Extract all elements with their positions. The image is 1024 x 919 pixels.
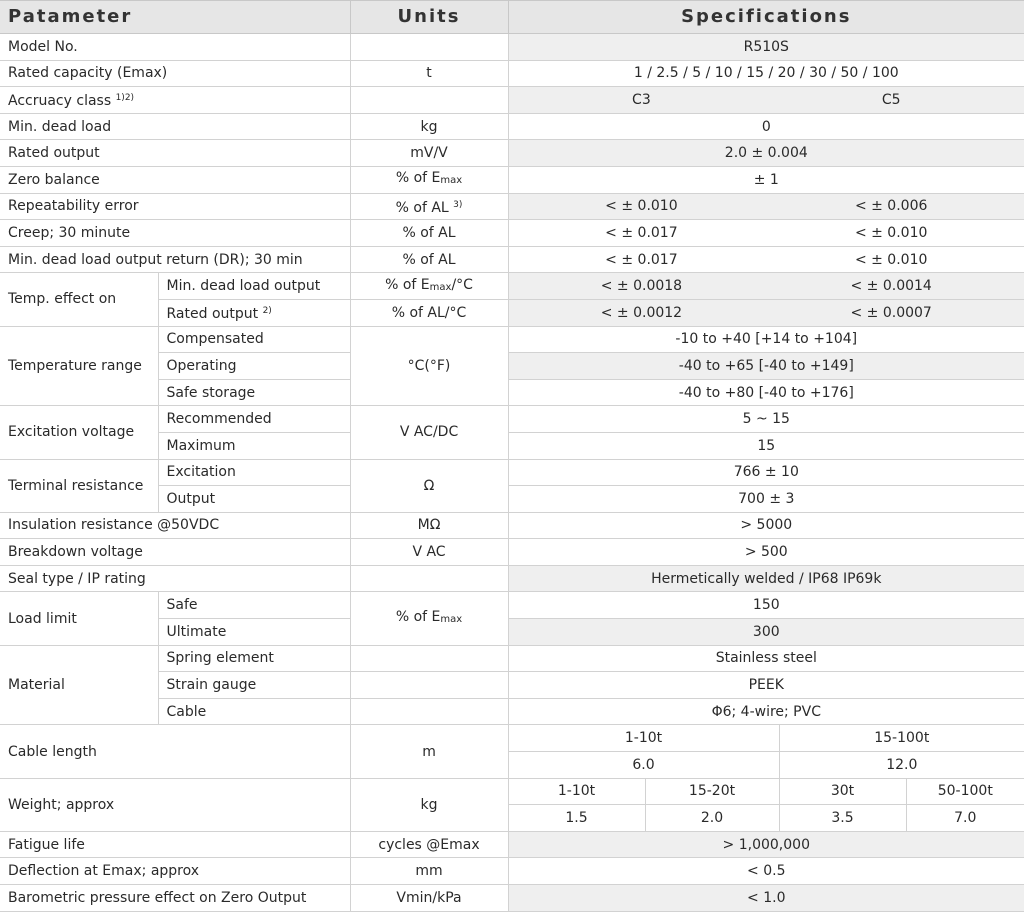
row-label: Creep; 30 minute <box>0 220 350 247</box>
table-row <box>0 60 1024 87</box>
table-row <box>0 246 1024 273</box>
weight-range-2: 15-20t <box>645 778 779 805</box>
row-spec <box>508 299 1024 326</box>
table-row <box>0 406 1024 433</box>
row-spec: 300 <box>508 619 1024 646</box>
weight-range-4: 50-100t <box>906 778 1024 805</box>
table-row <box>0 831 1024 858</box>
unit-subscript: max <box>440 614 463 626</box>
row-sublabel: Recommended <box>158 406 350 433</box>
row-unit: V AC <box>350 539 508 566</box>
weight-range-1: 1-10t <box>508 778 645 805</box>
row-spec: 1 / 2.5 / 5 / 10 / 15 / 20 / 30 / 50 / 100 <box>508 60 1024 87</box>
row-label: Min. dead load <box>0 113 350 140</box>
row-sublabel: Strain gauge <box>158 672 350 699</box>
unit-text: % of E <box>395 609 441 626</box>
table-row <box>0 885 1024 912</box>
weight-value-2: 2.0 <box>645 805 779 832</box>
spec-c5: < ± 0.010 <box>854 251 928 268</box>
row-sublabel: Maximum <box>158 432 350 459</box>
row-label-text: Accruacy class <box>8 93 112 110</box>
table-row <box>0 858 1024 885</box>
row-spec: -40 to +80 [-40 to +176] <box>508 379 1024 406</box>
row-unit <box>350 273 508 300</box>
row-label: Cable length <box>0 725 350 778</box>
row-spec <box>508 193 1024 220</box>
row-unit: MΩ <box>350 512 508 539</box>
table-row <box>0 645 1024 672</box>
row-label: Rated output <box>0 140 350 167</box>
row-unit <box>350 87 508 114</box>
spec-c5: < ± 0.0014 <box>850 278 932 295</box>
table-row <box>0 725 1024 752</box>
row-unit: t <box>350 60 508 87</box>
row-spec: Stainless steel <box>508 645 1024 672</box>
table-row <box>0 273 1024 300</box>
row-sublabel: Operating <box>158 353 350 380</box>
row-unit: Ω <box>350 459 508 512</box>
table-row <box>0 539 1024 566</box>
table-row <box>0 87 1024 114</box>
table-row <box>0 113 1024 140</box>
row-unit <box>350 672 508 699</box>
header-units: Units <box>350 1 508 34</box>
row-unit: cycles @Emax <box>350 831 508 858</box>
row-unit: % of AL <box>350 220 508 247</box>
row-spec <box>508 246 1024 273</box>
row-unit: % of AL <box>350 246 508 273</box>
row-spec: R510S <box>508 34 1024 61</box>
cable-value-2: 12.0 <box>779 752 1024 779</box>
row-label: Min. dead load output return (DR); 30 min <box>0 246 350 273</box>
table-row <box>0 140 1024 167</box>
table-row <box>0 459 1024 486</box>
row-spec: 766 ± 10 <box>508 459 1024 486</box>
row-label: Deflection at Emax; approx <box>0 858 350 885</box>
row-spec: > 1,000,000 <box>508 831 1024 858</box>
group-label: Material <box>0 645 158 725</box>
unit-suffix: /°C <box>451 276 473 293</box>
table-row <box>0 326 1024 353</box>
table-row <box>0 34 1024 61</box>
weight-range-3: 30t <box>779 778 906 805</box>
table-header <box>0 1 1024 34</box>
row-label <box>0 87 350 114</box>
table-row <box>0 512 1024 539</box>
row-spec <box>508 87 1024 114</box>
row-spec: 700 ± 3 <box>508 486 1024 513</box>
row-unit: Vmin/kPa <box>350 885 508 912</box>
weight-value-3: 3.5 <box>779 805 906 832</box>
row-unit <box>350 193 508 220</box>
row-label: Zero balance <box>0 166 350 193</box>
unit-text: % of AL <box>395 199 449 216</box>
group-label: Excitation voltage <box>0 406 158 459</box>
row-spec: > 500 <box>508 539 1024 566</box>
weight-value-1: 1.5 <box>508 805 645 832</box>
table-row <box>0 592 1024 619</box>
row-sublabel: Min. dead load output <box>158 273 350 300</box>
row-label: Rated capacity (Emax) <box>0 60 350 87</box>
spec-c3: < ± 0.017 <box>605 224 678 241</box>
row-label: Weight; approx <box>0 778 350 831</box>
group-label: Temp. effect on <box>0 273 158 326</box>
spec-c3: C3 <box>632 91 651 108</box>
row-label: Model No. <box>0 34 350 61</box>
row-sublabel: Safe storage <box>158 379 350 406</box>
row-unit <box>350 698 508 725</box>
row-spec <box>508 220 1024 247</box>
row-spec: ± 1 <box>508 166 1024 193</box>
row-unit <box>350 34 508 61</box>
cable-range-2: 15-100t <box>779 725 1024 752</box>
footnote-mark: 1)2) <box>115 93 135 104</box>
row-sublabel: Output <box>158 486 350 513</box>
row-unit: kg <box>350 113 508 140</box>
row-unit <box>350 592 508 645</box>
row-sublabel: Safe <box>158 592 350 619</box>
row-label: Insulation resistance @50VDC <box>0 512 350 539</box>
table-row <box>0 166 1024 193</box>
row-sublabel: Cable <box>158 698 350 725</box>
row-unit <box>350 645 508 672</box>
unit-subscript: max <box>429 281 452 293</box>
row-spec: 0 <box>508 113 1024 140</box>
row-spec: 15 <box>508 432 1024 459</box>
row-unit: % of AL/°C <box>350 299 508 326</box>
spec-c3: < ± 0.0012 <box>600 304 683 321</box>
sublabel-text: Rated output <box>166 306 259 323</box>
row-sublabel: Spring element <box>158 645 350 672</box>
unit-subscript: max <box>440 175 463 187</box>
row-spec: Φ6; 4-wire; PVC <box>508 698 1024 725</box>
group-label: Load limit <box>0 592 158 645</box>
footnote-mark: 2) <box>262 306 272 317</box>
row-spec: < 0.5 <box>508 858 1024 885</box>
row-label: Repeatability error <box>0 193 350 220</box>
unit-text: % of E <box>385 276 430 293</box>
row-unit: °C(°F) <box>350 326 508 406</box>
row-spec: Hermetically welded / IP68 IP69k <box>508 565 1024 592</box>
row-spec: 150 <box>508 592 1024 619</box>
spec-c3: < ± 0.0018 <box>600 278 683 295</box>
row-sublabel <box>158 299 350 326</box>
row-label: Barometric pressure effect on Zero Output <box>0 885 350 912</box>
row-sublabel: Compensated <box>158 326 350 353</box>
group-label: Terminal resistance <box>0 459 158 512</box>
row-label: Fatigue life <box>0 831 350 858</box>
row-spec: PEEK <box>508 672 1024 699</box>
row-label: Seal type / IP rating <box>0 565 350 592</box>
spec-c5: < ± 0.0007 <box>850 304 932 321</box>
cable-value-1: 6.0 <box>508 752 779 779</box>
spec-c5: < ± 0.010 <box>854 224 928 241</box>
row-unit: m <box>350 725 508 778</box>
table-row <box>0 565 1024 592</box>
table-row <box>0 193 1024 220</box>
row-spec: -40 to +65 [-40 to +149] <box>508 353 1024 380</box>
weight-value-4: 7.0 <box>906 805 1024 832</box>
cable-range-1: 1-10t <box>508 725 779 752</box>
row-spec: 2.0 ± 0.004 <box>508 140 1024 167</box>
row-unit: V AC/DC <box>350 406 508 459</box>
row-unit <box>350 166 508 193</box>
row-sublabel: Excitation <box>158 459 350 486</box>
row-label: Breakdown voltage <box>0 539 350 566</box>
header-specifications: Specifications <box>508 1 1024 34</box>
row-sublabel: Ultimate <box>158 619 350 646</box>
row-spec: 5 ~ 15 <box>508 406 1024 433</box>
row-spec: < 1.0 <box>508 885 1024 912</box>
row-spec: > 5000 <box>508 512 1024 539</box>
unit-text: % of E <box>395 170 441 187</box>
row-unit: mV/V <box>350 140 508 167</box>
spec-c5: < ± 0.006 <box>854 198 928 215</box>
row-unit <box>350 565 508 592</box>
row-spec <box>508 273 1024 300</box>
row-unit: kg <box>350 778 508 831</box>
spec-c3: < ± 0.010 <box>605 198 678 215</box>
footnote-mark: 3) <box>453 199 463 210</box>
row-unit: mm <box>350 858 508 885</box>
header-parameter: Patameter <box>0 1 350 34</box>
spec-c3: < ± 0.017 <box>605 251 678 268</box>
row-spec: -10 to +40 [+14 to +104] <box>508 326 1024 353</box>
group-label: Temperature range <box>0 326 158 406</box>
table-row <box>0 220 1024 247</box>
spec-c5: C5 <box>881 91 901 108</box>
table-row <box>0 778 1024 805</box>
